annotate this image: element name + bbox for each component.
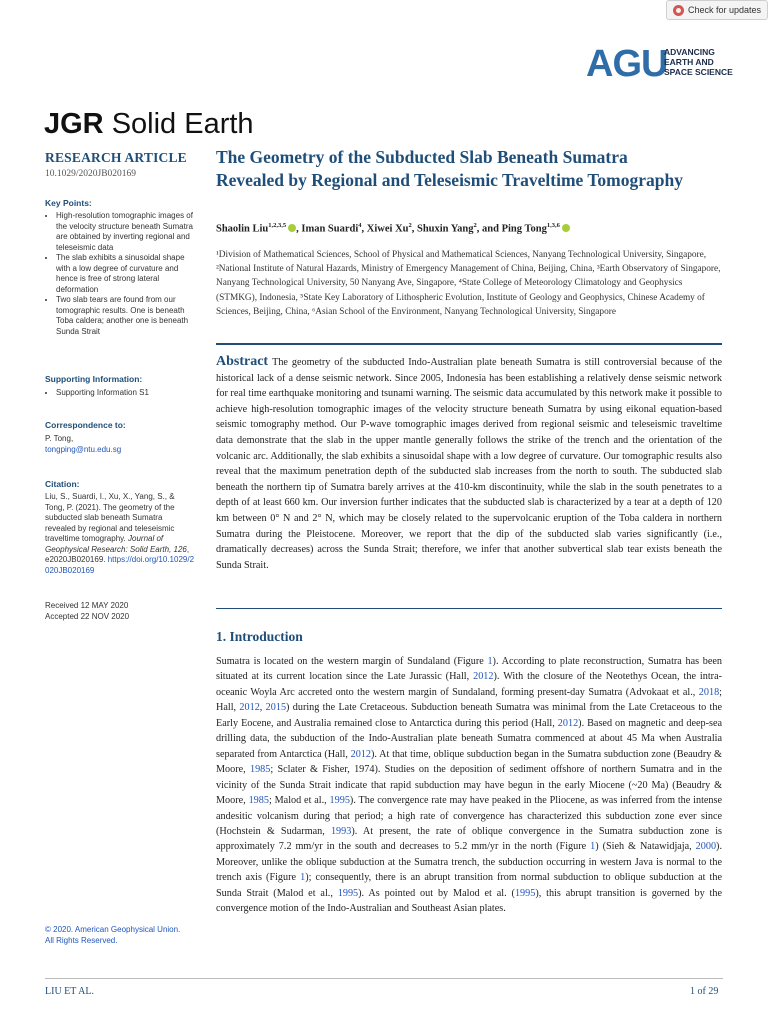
check-for-updates-label: Check for updates <box>688 5 762 15</box>
key-point-item: • High-resolution tomographic images of the velocity structure beneath Sumatra are obtained by inverting regional and teleseismic data <box>56 211 195 253</box>
intro-text-run: ) during the Late Cretaceous. Subduction beneath Sumatra was minimal from the Late Cretaceous to the Early Eocene, and Australia remained close to Antarctica during this period (Hall, <box>216 702 723 729</box>
intro-text-run: ). According to plate reconstruction, Sumatra has been situated at its current location since the Late Jurassic (Hall, <box>216 656 722 683</box>
agu-tagline-line: EARTH AND <box>664 57 714 67</box>
citation-link[interactable]: 1 <box>487 656 493 667</box>
citation-link[interactable]: 1985 <box>249 764 271 776</box>
citation-link[interactable]: 2015 <box>265 702 287 714</box>
doi: 10.1029/2020JB020169 <box>45 169 137 179</box>
citation-link[interactable]: 2012 <box>239 702 260 714</box>
section-heading-introduction: 1. Introduction <box>216 629 303 644</box>
abstract-text: The geometry of the subducted Indo-Australian plate beneath Sumatra is still controversial because of the historical lack of a dense seismic network. Since 2005, Indonesia has been establishing a relatively dense seismic network for real time earthquake monitoring and tsunami warning. The seismic data accumulated by this network make it possible to achieve high-resolution tomographic images of the velocity structure beneath Sumatra by using eikonal equation-based seismic tomography method. Our P-wave tomographic images derived from regional seismic and teleseismic traveltime data demonstrate that the slab in the upper mantle generally follows the strike of the trench and the orientation of the volcanic arc. Additionally, the slab exhibits a sinusoidal shape with a low degree of curvature. Our tomographic results also reveal that the maximum penetration depth of the subducted slab increases from the north to south. The subducted slab beneath the northern tip of Sumatra barely arrives at the 410-km discontinuity, while the slab in the south penetrates to a depth of at least 660 km. Our inversion further indicates that the subducted slab is characterized by a tear at a depth of 120 km between 0° N and 2° N, which may be closely related to the supervolcanic eruption of the Toba caldera in northern Sumatra during the Pleistocene. Moreover, we report that the dip of the subducted slab varies significantly (i.e., dramatically decreases) across the Sunda Strait; therefore, we infer that another subvertical slab tear exists beneath the Sunda Strait. <box>216 357 722 571</box>
citation-heading: Citation: <box>45 479 80 489</box>
intro-text-run: , <box>259 702 266 714</box>
key-point-item: • Two slab tears are found from our tomographic results. One is beneath Toba caldera; another one is beneath Sunda Strait <box>56 295 195 337</box>
intro-text-run: ; Sclater & Fisher, 1974). Studies on the deposition of sediment offshore of northern Sumatra and in the vicinity of the Sunda Strait indicate that rapid subduction may have begun in the early Miocene (~20 Ma) (Beaudry & Moore, <box>216 764 722 807</box>
received-date: Received 12 MAY 2020 <box>45 601 129 610</box>
accepted-date: Accepted 22 NOV 2020 <box>45 611 130 621</box>
citation-link[interactable]: 1985 <box>248 795 269 807</box>
supporting-info-list <box>45 388 195 399</box>
intro-text-run: ); consequently, there is an abrupt transition from normal subduction to oblique subduction at the Sunda Strait (Malod et al., <box>216 872 723 899</box>
supporting-info-heading: Supporting Information: <box>45 374 143 384</box>
abstract-bottom-rule <box>216 608 722 609</box>
page-number: 1 of 29 <box>690 986 719 997</box>
article-title: The Geometry of the Subducted Slab Beneath Sumatra Revealed by Regional and Teleseismic Traveltime Tomography <box>216 147 683 190</box>
author-separator: , and <box>476 223 502 235</box>
citation-link[interactable]: 1 <box>300 872 306 884</box>
author-name[interactable]: Iman Suardi <box>301 223 359 235</box>
correspondence-name: P. Tong, <box>45 434 74 443</box>
author-affiliation-marker: 2 <box>473 222 477 229</box>
author-name[interactable]: Ping Tong <box>501 223 547 235</box>
intro-text-run: ). Moreover, unlike the oblique subduction at the Sumatra trench, the subduction occurring in western Java is normal to the trench axis (Figure <box>216 841 722 884</box>
intro-text-run: ), this abrupt transition is governed by the convergence motion of the Indo-Australian and Southeast Asian plates. <box>216 887 723 915</box>
intro-text-run: ). The convergence rate may have peaked in the Pliocene, as was inferred from the intense andesitic volcanism during that period; a high rate of convergence has characterized this subduction zone ever since (Hochstein & Sudarman, <box>216 795 722 837</box>
journal-title <box>44 108 254 141</box>
intro-text-run: ; Malod et al., <box>268 795 330 807</box>
author-name[interactable]: Shuxin Yang <box>417 223 474 235</box>
citation-text: Liu, S., Suardi, I., Xu, X., Yang, S., & Tong, P. (2021). The geometry of the subducted slab beneath Sumatra revealed by regional and teleseismic traveltime tomography. <box>45 492 175 543</box>
key-points-list <box>45 211 195 337</box>
author-affiliation-marker: 1,2,3,5 <box>268 222 287 229</box>
intro-text-run: ). At that time, oblique subduction began in the Sumatra subduction zone (Beaudry & Moore, <box>216 748 722 776</box>
correspondence-block <box>45 434 195 455</box>
intro-text-run: ). At present, the rate of oblique convergence in the Sumatra subduction zone is approximately 7.2 mm/yr in the south and decreases to 5.2 mm/yr in the north (Figure <box>216 825 722 853</box>
intro-text-run: ). Based on magnetic and deep-sea drilling data, the subduction of the Indo-Australian plate beneath Sumatra commenced at about 45 Ma when Australia separated from Antarctica (Hall, <box>216 717 722 760</box>
intro-text-run: ). As pointed out by Malod et al. ( <box>358 887 515 899</box>
copyright-line: © 2020. American Geophysical Union. <box>45 925 181 934</box>
intro-text-run: ; Hall, <box>216 686 722 714</box>
dates-block <box>45 601 195 622</box>
agu-tagline-line: ADVANCING <box>664 47 715 57</box>
author-name[interactable]: Xiwei Xu <box>366 223 409 235</box>
abstract-heading: Abstract <box>216 354 269 369</box>
citation-link[interactable]: 1995 <box>329 795 350 807</box>
author-affiliation-marker: 1,3,6 <box>546 222 560 229</box>
journal-name: Solid Earth <box>103 108 254 140</box>
introduction-text <box>216 654 722 917</box>
agu-tagline-line: SPACE SCIENCE <box>664 67 733 77</box>
citation-link[interactable]: 2000 <box>695 841 717 853</box>
footer-authors: LIU ET AL. <box>45 986 94 997</box>
author-affiliation-marker: 2 <box>408 222 412 229</box>
author-separator: , <box>411 223 417 235</box>
abstract-top-rule <box>216 343 722 345</box>
footer-rule <box>45 978 723 979</box>
citation-tail: , e2020JB020169. <box>45 544 190 564</box>
citation-link[interactable]: 1995 <box>514 887 536 899</box>
intro-text-run: ). With the closure of the Neotethys Ocean, the intra-oceanic Woyla Arc accreted onto the western margin of Sundaland, forming present-day Sumatra (Advokaat et al., <box>216 671 722 698</box>
citation-link[interactable]: 1993 <box>330 825 352 837</box>
citation-journal: Journal of Geophysical Research: Solid Earth, 126 <box>45 534 187 554</box>
orcid-icon[interactable] <box>562 224 570 232</box>
author-separator: , <box>296 223 302 235</box>
journal-abbrev: JGR <box>44 108 104 140</box>
citation-block <box>45 492 195 576</box>
correspondence-email[interactable]: tongping@ntu.edu.sg <box>45 444 122 454</box>
abstract <box>216 354 722 573</box>
author-separator: , <box>361 223 367 235</box>
author-list <box>216 222 570 235</box>
key-points-heading: Key Points: <box>45 198 92 208</box>
check-for-updates-button[interactable] <box>666 0 768 20</box>
article-type: RESEARCH ARTICLE <box>45 150 187 165</box>
intro-text-run: ) (Sieh & Natawidjaja, <box>595 841 696 853</box>
intro-text-run: Sumatra is located on the western margin of Sundaland (Figure <box>216 656 488 667</box>
citation-link[interactable]: 2012 <box>473 671 494 683</box>
supporting-info-item[interactable]: • Supporting Information S1 <box>56 388 195 399</box>
citation-link[interactable]: 1995 <box>337 887 359 899</box>
agu-tagline <box>664 47 734 77</box>
update-icon <box>673 5 684 16</box>
citation-link[interactable]: https://doi.org/10.1029/2020JB020169 <box>45 555 195 575</box>
copyright-line: All Rights Reserved. <box>45 936 118 945</box>
agu-logo: AGU <box>586 43 668 85</box>
citation-link[interactable]: 2018 <box>698 686 720 698</box>
orcid-icon[interactable] <box>288 224 296 232</box>
copyright <box>45 924 195 946</box>
citation-link[interactable]: 2012 <box>350 748 371 760</box>
correspondence-heading: Correspondence to: <box>45 420 126 430</box>
key-point-item: • The slab exhibits a sinusoidal shape with a low degree of curvature and hence is free of strong lateral deformation <box>56 253 195 295</box>
citation-link[interactable]: 1 <box>590 841 596 853</box>
affiliations: ¹Division of Mathematical Sciences, School of Physical and Mathematical Sciences, Nanyang Technological University, Singapore, ²National Institute of Natural Hazards, Ministry of Emergency Management of China, Beijing, China, ³Earth Observatory of Singapore, Nanyang Technological University, 50 Nanyang Ave, Singapore, ⁴State College of Meteorology Climatology and Geophysics (STMKG), Indonesia, ⁵State Key Laboratory of Lithospheric Evolution, Institute of Geology and Geophysics, Chinese Academy of Sciences, Beijing, China, ⁶Asian School of the Environment, Nanyang Technological University, Singapore <box>216 250 721 317</box>
author-name[interactable]: Shaolin Liu <box>216 223 269 235</box>
author-affiliation-marker: 4 <box>358 222 362 229</box>
citation-link[interactable]: 2012 <box>557 717 579 729</box>
